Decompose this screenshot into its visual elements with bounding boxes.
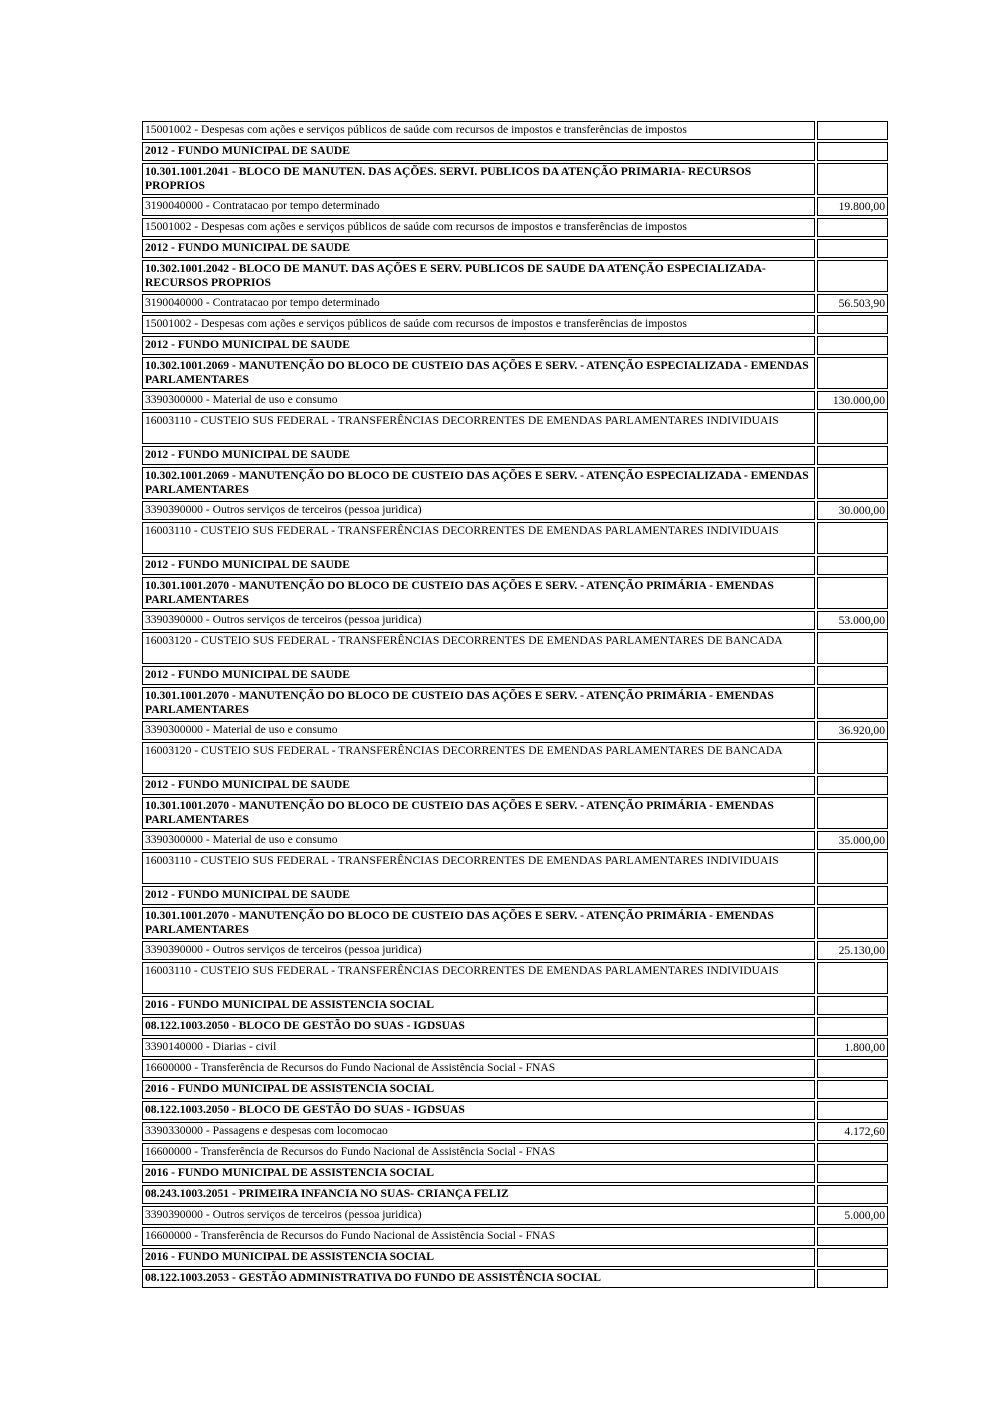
table-row xyxy=(142,197,888,216)
section-heading-cell: 2012 - FUNDO MUNICIPAL DE SAUDE xyxy=(142,666,815,685)
value-cell xyxy=(817,687,888,719)
section-heading-cell: 2016 - FUNDO MUNICIPAL DE ASSISTENCIA SOCIAL xyxy=(142,1080,815,1099)
section-heading-cell: 2012 - FUNDO MUNICIPAL DE SAUDE xyxy=(142,556,815,575)
description-cell: 3390300000 - Material de uso e consumo xyxy=(142,721,815,740)
budget-table-body xyxy=(142,121,888,1288)
description-cell: 3190040000 - Contratacao por tempo determinado xyxy=(142,294,815,313)
value-cell xyxy=(817,1185,888,1204)
table-row xyxy=(142,907,888,939)
description-cell: 3390300000 - Material de uso e consumo xyxy=(142,391,815,410)
table-row xyxy=(142,501,888,520)
document-page xyxy=(140,119,888,1290)
value-cell xyxy=(817,142,888,161)
table-row xyxy=(142,163,888,195)
table-row xyxy=(142,1101,888,1120)
table-row xyxy=(142,962,888,994)
value-cell xyxy=(817,163,888,195)
value-cell xyxy=(817,218,888,237)
description-cell: 16003120 - CUSTEIO SUS FEDERAL - TRANSFERÊNCIAS DECORRENTES DE EMENDAS PARLAMENTARES DE BANCADA xyxy=(142,742,815,774)
description-cell: 3390330000 - Passagens e despesas com locomocao xyxy=(142,1122,815,1141)
description-cell: 16003110 - CUSTEIO SUS FEDERAL - TRANSFERÊNCIAS DECORRENTES DE EMENDAS PARLAMENTARES INDIVIDUAIS xyxy=(142,962,815,994)
value-cell xyxy=(817,412,888,444)
table-row xyxy=(142,666,888,685)
table-row xyxy=(142,336,888,355)
table-row xyxy=(142,687,888,719)
table-row xyxy=(142,611,888,630)
value-cell xyxy=(817,121,888,140)
table-row xyxy=(142,522,888,554)
description-cell: 3190040000 - Contratacao por tempo determinado xyxy=(142,197,815,216)
table-row xyxy=(142,1248,888,1267)
section-heading-cell: 10.302.1001.2069 - MANUTENÇÃO DO BLOCO DE CUSTEIO DAS AÇÕES E SERV. - ATENÇÃO ESPECIALIZADA - EMENDAS PARLAMENTARES xyxy=(142,357,815,389)
table-row xyxy=(142,1269,888,1288)
value-cell: 36.920,00 xyxy=(817,721,888,740)
table-row xyxy=(142,1080,888,1099)
description-cell: 16003110 - CUSTEIO SUS FEDERAL - TRANSFERÊNCIAS DECORRENTES DE EMENDAS PARLAMENTARES INDIVIDUAIS xyxy=(142,852,815,884)
table-row xyxy=(142,412,888,444)
value-cell xyxy=(817,315,888,334)
value-cell xyxy=(817,357,888,389)
description-cell: 16003120 - CUSTEIO SUS FEDERAL - TRANSFERÊNCIAS DECORRENTES DE EMENDAS PARLAMENTARES DE BANCADA xyxy=(142,632,815,664)
value-cell: 25.130,00 xyxy=(817,941,888,960)
section-heading-cell: 2012 - FUNDO MUNICIPAL DE SAUDE xyxy=(142,446,815,465)
description-cell: 15001002 - Despesas com ações e serviços públicos de saúde com recursos de impostos e transferências de impostos xyxy=(142,218,815,237)
description-cell: 15001002 - Despesas com ações e serviços públicos de saúde com recursos de impostos e transferências de impostos xyxy=(142,121,815,140)
value-cell xyxy=(817,1080,888,1099)
section-heading-cell: 10.302.1001.2042 - BLOCO DE MANUT. DAS AÇÕES E SERV. PUBLICOS DE SAUDE DA ATENÇÃO ESPECIALIZADA- RECURSOS PROPRIOS xyxy=(142,260,815,292)
table-row xyxy=(142,391,888,410)
section-heading-cell: 2012 - FUNDO MUNICIPAL DE SAUDE xyxy=(142,142,815,161)
value-cell xyxy=(817,742,888,774)
section-heading-cell: 08.122.1003.2050 - BLOCO DE GESTÃO DO SUAS - IGDSUAS xyxy=(142,1017,815,1036)
table-row xyxy=(142,446,888,465)
description-cell: 16003110 - CUSTEIO SUS FEDERAL - TRANSFERÊNCIAS DECORRENTES DE EMENDAS PARLAMENTARES INDIVIDUAIS xyxy=(142,522,815,554)
table-row xyxy=(142,577,888,609)
section-heading-cell: 10.301.1001.2041 - BLOCO DE MANUTEN. DAS AÇÕES. SERVI. PUBLICOS DA ATENÇÃO PRIMARIA- RECURSOS PROPRIOS xyxy=(142,163,815,195)
value-cell xyxy=(817,522,888,554)
value-cell xyxy=(817,797,888,829)
table-row xyxy=(142,852,888,884)
table-row xyxy=(142,1017,888,1036)
value-cell xyxy=(817,852,888,884)
value-cell xyxy=(817,577,888,609)
section-heading-cell: 2012 - FUNDO MUNICIPAL DE SAUDE xyxy=(142,336,815,355)
value-cell xyxy=(817,1017,888,1036)
value-cell xyxy=(817,996,888,1015)
table-row xyxy=(142,467,888,499)
value-cell xyxy=(817,336,888,355)
table-row xyxy=(142,886,888,905)
table-row xyxy=(142,260,888,292)
description-cell: 3390300000 - Material de uso e consumo xyxy=(142,831,815,850)
table-row xyxy=(142,357,888,389)
table-row xyxy=(142,742,888,774)
value-cell xyxy=(817,239,888,258)
section-heading-cell: 2016 - FUNDO MUNICIPAL DE ASSISTENCIA SOCIAL xyxy=(142,996,815,1015)
section-heading-cell: 2012 - FUNDO MUNICIPAL DE SAUDE xyxy=(142,776,815,795)
description-cell: 3390390000 - Outros serviços de terceiros (pessoa juridica) xyxy=(142,611,815,630)
value-cell: 130.000,00 xyxy=(817,391,888,410)
section-heading-cell: 10.301.1001.2070 - MANUTENÇÃO DO BLOCO DE CUSTEIO DAS AÇÕES E SERV. - ATENÇÃO PRIMÁRIA - EMENDAS PARLAMENTARES xyxy=(142,687,815,719)
value-cell: 56.503,90 xyxy=(817,294,888,313)
table-row xyxy=(142,996,888,1015)
description-cell: 15001002 - Despesas com ações e serviços públicos de saúde com recursos de impostos e transferências de impostos xyxy=(142,315,815,334)
value-cell xyxy=(817,1143,888,1162)
value-cell xyxy=(817,1248,888,1267)
section-heading-cell: 2016 - FUNDO MUNICIPAL DE ASSISTENCIA SOCIAL xyxy=(142,1248,815,1267)
value-cell xyxy=(817,1101,888,1120)
value-cell xyxy=(817,1059,888,1078)
table-row xyxy=(142,1185,888,1204)
value-cell: 4.172,60 xyxy=(817,1122,888,1141)
table-row xyxy=(142,721,888,740)
section-heading-cell: 08.122.1003.2053 - GESTÃO ADMINISTRATIVA DO FUNDO DE ASSISTÊNCIA SOCIAL xyxy=(142,1269,815,1288)
description-cell: 3390390000 - Outros serviços de terceiros (pessoa juridica) xyxy=(142,941,815,960)
table-row xyxy=(142,218,888,237)
table-row xyxy=(142,121,888,140)
section-heading-cell: 10.302.1001.2069 - MANUTENÇÃO DO BLOCO DE CUSTEIO DAS AÇÕES E SERV. - ATENÇÃO ESPECIALIZADA - EMENDAS PARLAMENTARES xyxy=(142,467,815,499)
value-cell xyxy=(817,467,888,499)
value-cell xyxy=(817,556,888,575)
table-row xyxy=(142,315,888,334)
value-cell xyxy=(817,1227,888,1246)
table-row xyxy=(142,941,888,960)
table-row xyxy=(142,239,888,258)
description-cell: 16600000 - Transferência de Recursos do Fundo Nacional de Assistência Social - FNAS xyxy=(142,1143,815,1162)
value-cell: 35.000,00 xyxy=(817,831,888,850)
table-row xyxy=(142,1227,888,1246)
section-heading-cell: 2012 - FUNDO MUNICIPAL DE SAUDE xyxy=(142,239,815,258)
value-cell xyxy=(817,260,888,292)
description-cell: 16600000 - Transferência de Recursos do Fundo Nacional de Assistência Social - FNAS xyxy=(142,1059,815,1078)
description-cell: 16600000 - Transferência de Recursos do Fundo Nacional de Assistência Social - FNAS xyxy=(142,1227,815,1246)
table-row xyxy=(142,1122,888,1141)
table-row xyxy=(142,776,888,795)
section-heading-cell: 10.301.1001.2070 - MANUTENÇÃO DO BLOCO DE CUSTEIO DAS AÇÕES E SERV. - ATENÇÃO PRIMÁRIA - EMENDAS PARLAMENTARES xyxy=(142,907,815,939)
value-cell xyxy=(817,666,888,685)
value-cell xyxy=(817,1269,888,1288)
description-cell: 3390390000 - Outros serviços de terceiros (pessoa juridica) xyxy=(142,501,815,520)
value-cell: 1.800,00 xyxy=(817,1038,888,1057)
value-cell: 19.800,00 xyxy=(817,197,888,216)
table-row xyxy=(142,831,888,850)
table-row xyxy=(142,1059,888,1078)
description-cell: 16003110 - CUSTEIO SUS FEDERAL - TRANSFERÊNCIAS DECORRENTES DE EMENDAS PARLAMENTARES INDIVIDUAIS xyxy=(142,412,815,444)
table-row xyxy=(142,1038,888,1057)
table-row xyxy=(142,1143,888,1162)
value-cell: 5.000,00 xyxy=(817,1206,888,1225)
description-cell: 3390390000 - Outros serviços de terceiros (pessoa juridica) xyxy=(142,1206,815,1225)
value-cell: 53.000,00 xyxy=(817,611,888,630)
value-cell xyxy=(817,907,888,939)
section-heading-cell: 08.243.1003.2051 - PRIMEIRA INFANCIA NO SUAS- CRIANÇA FELIZ xyxy=(142,1185,815,1204)
value-cell xyxy=(817,776,888,795)
value-cell xyxy=(817,446,888,465)
value-cell xyxy=(817,962,888,994)
value-cell: 30.000,00 xyxy=(817,501,888,520)
section-heading-cell: 10.301.1001.2070 - MANUTENÇÃO DO BLOCO DE CUSTEIO DAS AÇÕES E SERV. - ATENÇÃO PRIMÁRIA - EMENDAS PARLAMENTARES xyxy=(142,797,815,829)
table-row xyxy=(142,294,888,313)
value-cell xyxy=(817,632,888,664)
value-cell xyxy=(817,1164,888,1183)
description-cell: 3390140000 - Diarias - civil xyxy=(142,1038,815,1057)
section-heading-cell: 10.301.1001.2070 - MANUTENÇÃO DO BLOCO DE CUSTEIO DAS AÇÕES E SERV. - ATENÇÃO PRIMÁRIA - EMENDAS PARLAMENTARES xyxy=(142,577,815,609)
table-row xyxy=(142,556,888,575)
table-row xyxy=(142,632,888,664)
section-heading-cell: 08.122.1003.2050 - BLOCO DE GESTÃO DO SUAS - IGDSUAS xyxy=(142,1101,815,1120)
table-row xyxy=(142,142,888,161)
section-heading-cell: 2016 - FUNDO MUNICIPAL DE ASSISTENCIA SOCIAL xyxy=(142,1164,815,1183)
table-row xyxy=(142,1206,888,1225)
table-row xyxy=(142,1164,888,1183)
table-row xyxy=(142,797,888,829)
budget-table xyxy=(140,119,890,1290)
section-heading-cell: 2012 - FUNDO MUNICIPAL DE SAUDE xyxy=(142,886,815,905)
value-cell xyxy=(817,886,888,905)
